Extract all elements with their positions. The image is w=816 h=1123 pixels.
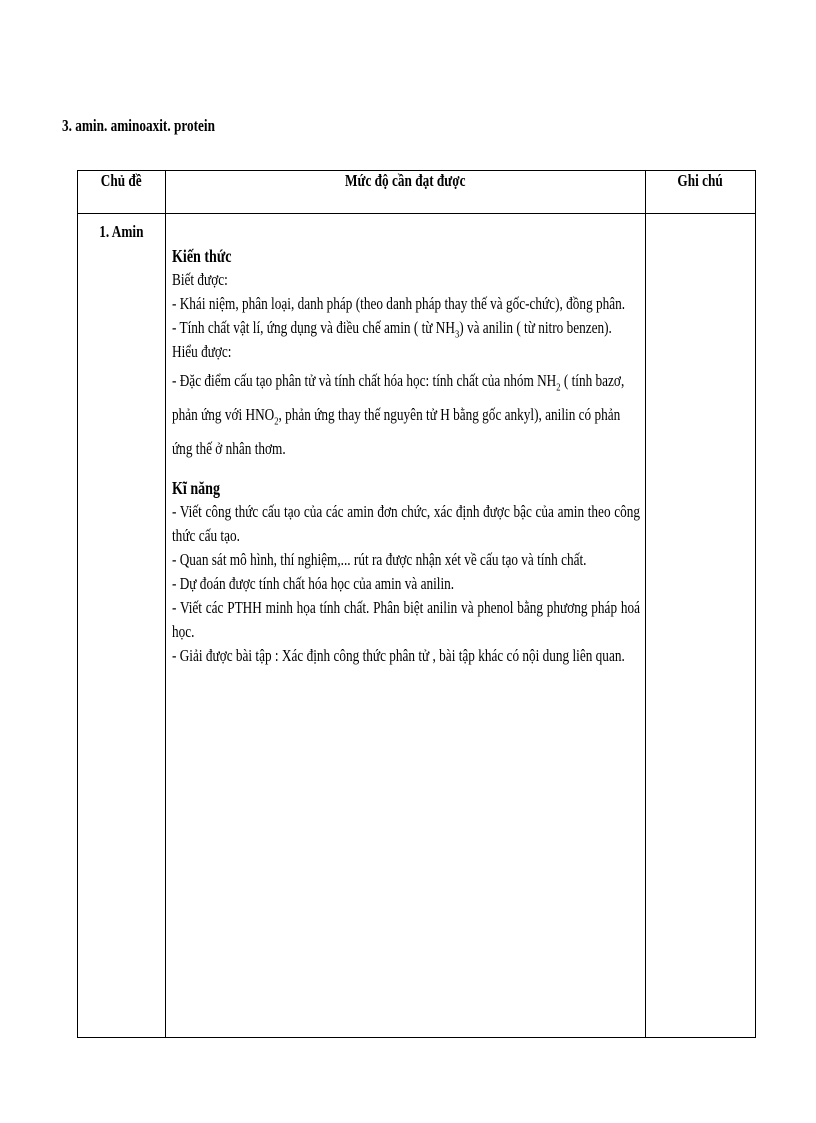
- table-row: [78, 214, 756, 1038]
- note-cell: [646, 214, 756, 1038]
- skill-item-1: - Viết công thức cấu tạo của các amin đơn chức, xác định được bậc của amin theo công thức cấu tạo.: [172, 502, 640, 545]
- topic-label: 1. Amin: [99, 222, 144, 241]
- skill-item-4: - Viết các PTHH minh họa tính chất. Phân biệt anilin và phenol bằng phương pháp hoá học.: [172, 598, 640, 641]
- know-label: Biết được:: [172, 270, 228, 289]
- content-cell: [166, 214, 646, 1038]
- section-title: 3. amin. aminoaxit. protein: [62, 116, 215, 135]
- skill-item-3: - Dự đoán được tính chất hóa học của amin và anilin.: [172, 574, 455, 593]
- understand-item-3: ứng thế ở nhân thơm.: [172, 439, 286, 458]
- skill-item-5: - Giải được bài tập : Xác định công thức phân tử , bài tập khác có nội dung liên quan.: [172, 646, 625, 665]
- know-item-2: - Tính chất vật lí, ứng dụng và điều chế amin ( từ $NH_3$) và anilin ( từ nitro benzen).: [172, 318, 612, 341]
- header-topic: Chủ đề: [78, 171, 166, 214]
- knowledge-heading: Kiến thức: [172, 246, 232, 266]
- header-note: Ghi chú: [646, 171, 756, 214]
- know-item-1: - Khái niệm, phân loại, danh pháp (theo danh pháp thay thế và gốc-chức), đồng phân.: [172, 294, 626, 313]
- skill-item-2: - Quan sát mô hình, thí nghiệm,... rút ra được nhận xét về cấu tạo và tính chất.: [172, 550, 587, 569]
- understand-item-2: phản ứng với $HNO_2$, phản ứng thay thế nguyên tử H bằng gốc ankyl), anilin có phản: [172, 405, 621, 428]
- competency-table: [77, 170, 756, 1038]
- topic-cell: [78, 214, 166, 1038]
- table-header-row: [78, 171, 756, 214]
- skills-heading: Kĩ năng: [172, 478, 220, 498]
- header-level: Mức độ cần đạt được: [166, 171, 646, 214]
- understand-item-1: - Đặc điểm cấu tạo phân tử và tính chất hóa học: tính chất của nhóm $NH_2$ ( tính bazơ,: [172, 371, 625, 394]
- understand-label: Hiểu được:: [172, 342, 232, 361]
